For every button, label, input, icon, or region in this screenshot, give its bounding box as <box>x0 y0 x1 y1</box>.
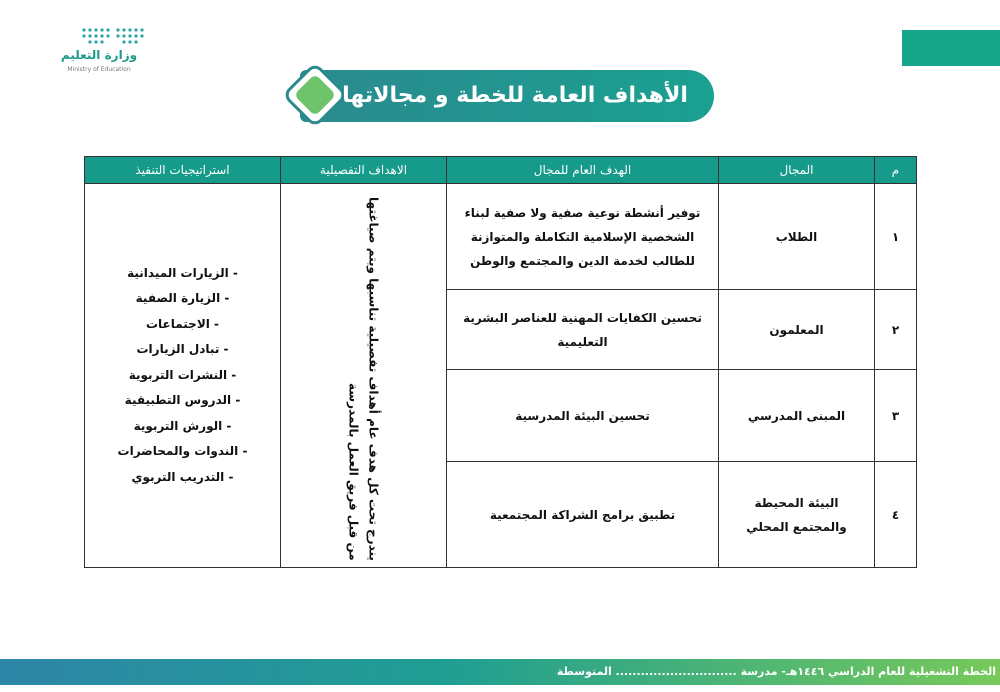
row-goal: تطبيق برامج الشراكة المجتمعية <box>447 462 719 568</box>
list-item: - الزيارة الصفية <box>135 291 230 306</box>
ministry-logo <box>44 26 154 82</box>
list-item: - الدروس التطبيقية <box>124 393 241 408</box>
list-item: - التدريب التربوي <box>131 469 234 484</box>
ministry-dots-logo-icon <box>78 26 148 46</box>
list-item: - الورش التربوية <box>133 418 232 433</box>
list-item: - تبادل الزيارات <box>136 342 229 357</box>
row-domain: الطلاب <box>719 184 875 290</box>
row-domain: البيئة المحيطة والمجتمع المحلي <box>719 462 875 568</box>
detailed-goals-text: يندرج تحت كل هدف عام أهداف تفصيلية تناسبها ويتم صياغتها من قبل فريق العمل بالمدرسة <box>346 196 381 561</box>
corner-accent-bar <box>902 30 1000 66</box>
header-number: م <box>875 157 917 184</box>
strategies-list <box>95 261 270 491</box>
strategies-cell <box>85 184 281 568</box>
header-domain: المجال <box>719 157 875 184</box>
footer-bar <box>0 659 1000 685</box>
logo-arabic-text: وزارة التعليم <box>60 48 138 62</box>
table-header-row <box>85 157 917 184</box>
goals-table <box>84 156 917 568</box>
row-number: ٣ <box>875 370 917 462</box>
header-strategies: استراتيجيات التنفيذ <box>85 157 281 184</box>
row-domain: المعلمون <box>719 290 875 370</box>
list-item: - الاجتماعات <box>145 316 220 331</box>
row-number: ١ <box>875 184 917 290</box>
header-detailed-goals: الاهداف التفصيلية <box>281 157 447 184</box>
table-row <box>85 184 917 290</box>
footer-text: الخطة التشغيلية للعام الدراسي ١٤٤٦هـ- مدرسة ............................. المتوسطة <box>556 665 996 678</box>
detailed-goals-cell <box>281 184 447 568</box>
row-goal: تحسين الكفايات المهنية للعناصر البشرية التعليمية <box>447 290 719 370</box>
row-number: ٢ <box>875 290 917 370</box>
row-number: ٤ <box>875 462 917 568</box>
list-item: - الزيارات الميدانية <box>127 265 238 280</box>
list-item: - النشرات التربوية <box>128 367 237 382</box>
list-item: - الندوات والمحاضرات <box>117 444 248 459</box>
header-general-goal: الهدف العام للمجال <box>447 157 719 184</box>
row-goal: تحسين البيئة المدرسية <box>447 370 719 462</box>
row-domain: المبنى المدرسي <box>719 370 875 462</box>
row-goal: توفير أنشطة نوعية صفية ولا صفية لبناء الشخصية الإسلامية التكاملة والمتوازنة للطالب لخدمة الدين والمجتمع والوطن <box>447 184 719 290</box>
logo-english-text: Ministry of Education <box>67 66 131 73</box>
page-title: الأهداف العامة للخطة و مجالاتها <box>342 83 688 108</box>
